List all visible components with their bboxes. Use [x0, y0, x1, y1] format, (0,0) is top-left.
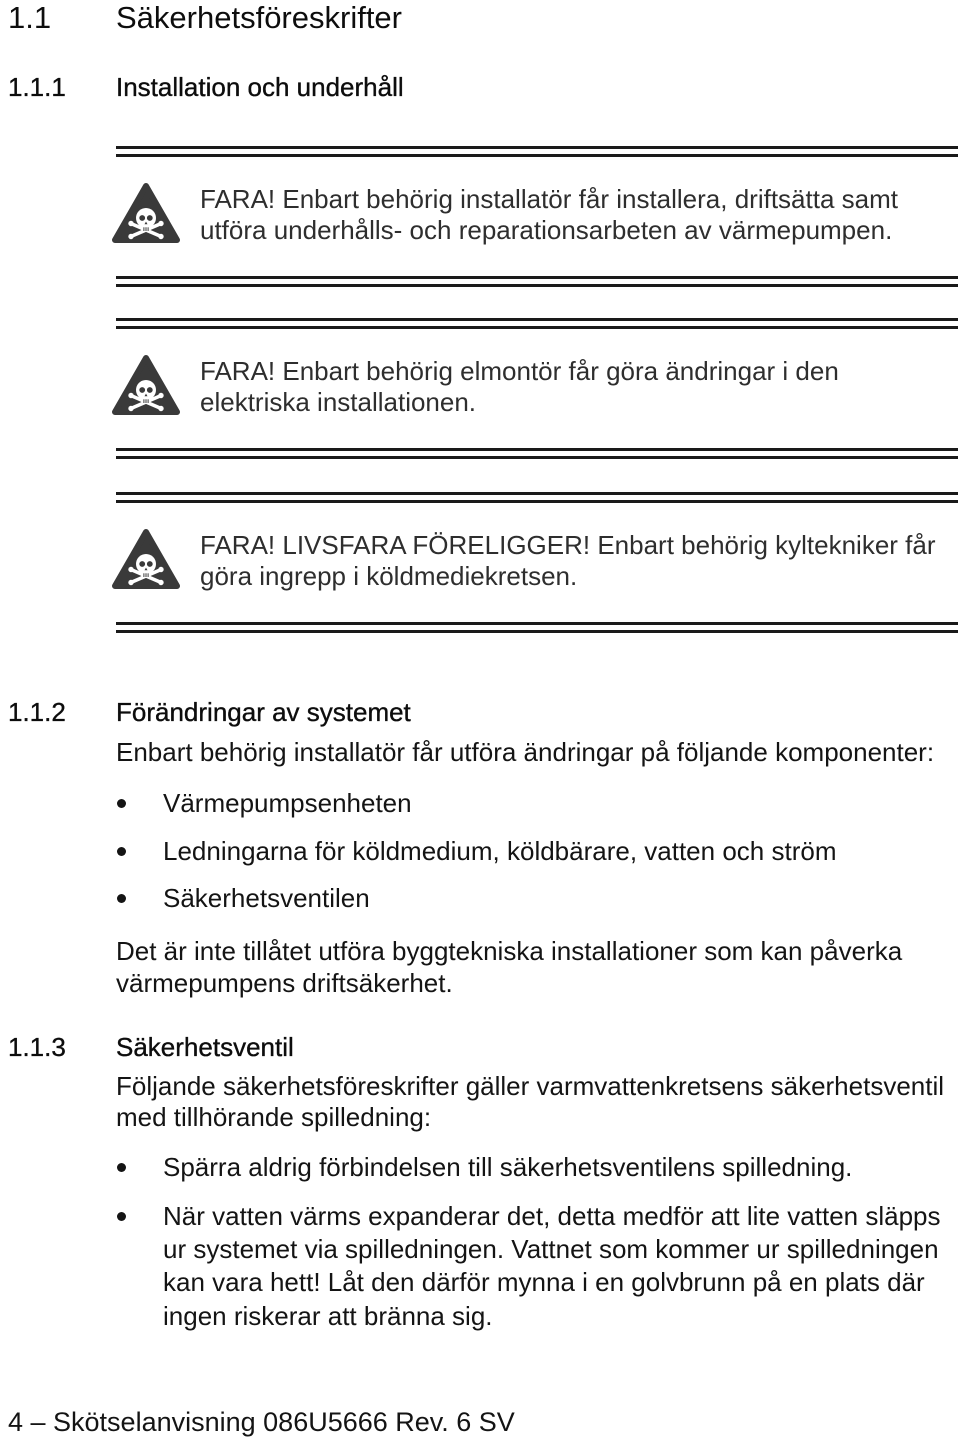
danger-skull-icon-shape	[115, 358, 177, 412]
warning-text-line: FARA! Enbart behörig installatör får installera, driftsätta samt	[200, 184, 898, 214]
warning-rule-bottom	[116, 448, 958, 451]
list-item: Ledningarna för köldmedium, köldbärare, vatten och ström	[163, 836, 837, 866]
paragraph-line: Enbart behörig installatör får utföra ändringar på följande komponenter:	[116, 737, 935, 767]
warning-rule-top	[116, 146, 958, 149]
danger-skull-icon-shape	[115, 532, 177, 586]
warning-rule-top	[116, 318, 958, 321]
list-item-line: kan vara hett! Låt den därför mynna i en golvbrunn på en plats där	[163, 1267, 925, 1297]
bullet-dot	[117, 1212, 126, 1221]
warning-text-line: FARA! Enbart behörig elmontör får göra ändringar i den	[200, 356, 839, 386]
warning-rule-bottom	[116, 630, 958, 633]
danger-skull-icon	[110, 181, 182, 245]
warning-text-line: elektriska installationen.	[200, 387, 477, 417]
list-item-line: ingen riskerar att bränna sig.	[163, 1301, 493, 1331]
warning-text-line: göra ingrepp i köldmediekretsen.	[200, 561, 578, 591]
bullet-dot	[117, 799, 126, 808]
warning-rule-top	[116, 154, 958, 157]
list-item: Värmepumpsenheten	[163, 788, 412, 818]
danger-skull-icon	[110, 353, 182, 417]
danger-skull-icon-shape	[115, 186, 177, 240]
paragraph-line: Det är inte tillåtet utföra byggtekniska installationer som kan påverka	[116, 936, 903, 966]
warning-rule-bottom	[116, 276, 958, 279]
warning-text-line: utföra underhålls- och reparationsarbeten av värmepumpen.	[200, 215, 893, 245]
subsection-number: 1.1.3	[8, 1032, 66, 1062]
paragraph-line: värmepumpens driftsäkerhet.	[116, 968, 453, 998]
warning-rule-top	[116, 326, 958, 329]
list-item-line: ur systemet via spilledningen. Vattnet som kommer ur spilledningen	[163, 1234, 939, 1264]
subsection-number: 1.1.2	[8, 697, 66, 727]
subsection-number: 1.1.1	[8, 72, 66, 102]
warning-rule-bottom	[116, 456, 958, 459]
warning-rule-bottom	[116, 622, 958, 625]
warning-rule-bottom	[116, 284, 958, 287]
danger-warning-box	[0, 146, 960, 288]
subsection-title: Förändringar av systemet	[116, 697, 411, 727]
danger-warning-box	[0, 492, 960, 634]
warning-text-line: FARA! LIVSFARA FÖRELIGGER! Enbart behörig kyltekniker får	[200, 530, 936, 560]
subsection-title: Installation och underhåll	[116, 72, 404, 102]
list-item: Spärra aldrig förbindelsen till säkerhetsventilens spilledning.	[163, 1152, 853, 1182]
paragraph-line: Följande säkerhetsföreskrifter gäller varmvattenkretsens säkerhetsventil	[116, 1071, 945, 1101]
paragraph-line: med tillhörande spilledning:	[116, 1102, 432, 1132]
bullet-dot	[117, 894, 126, 903]
section-number: 1.1	[8, 0, 52, 35]
page-footer: 4 – Skötselanvisning 086U5666 Rev. 6 SV	[8, 1407, 515, 1437]
subsection-title: Säkerhetsventil	[116, 1032, 294, 1062]
section-title: Säkerhetsföreskrifter	[116, 0, 402, 35]
bullet-dot	[117, 847, 126, 856]
danger-warning-box	[0, 318, 960, 460]
danger-skull-icon	[110, 527, 182, 591]
warning-rule-top	[116, 500, 958, 503]
list-item: Säkerhetsventilen	[163, 883, 370, 913]
list-item-line: När vatten värms expanderar det, detta medför att lite vatten släpps	[163, 1201, 941, 1231]
warning-rule-top	[116, 492, 958, 495]
bullet-dot	[117, 1163, 126, 1172]
